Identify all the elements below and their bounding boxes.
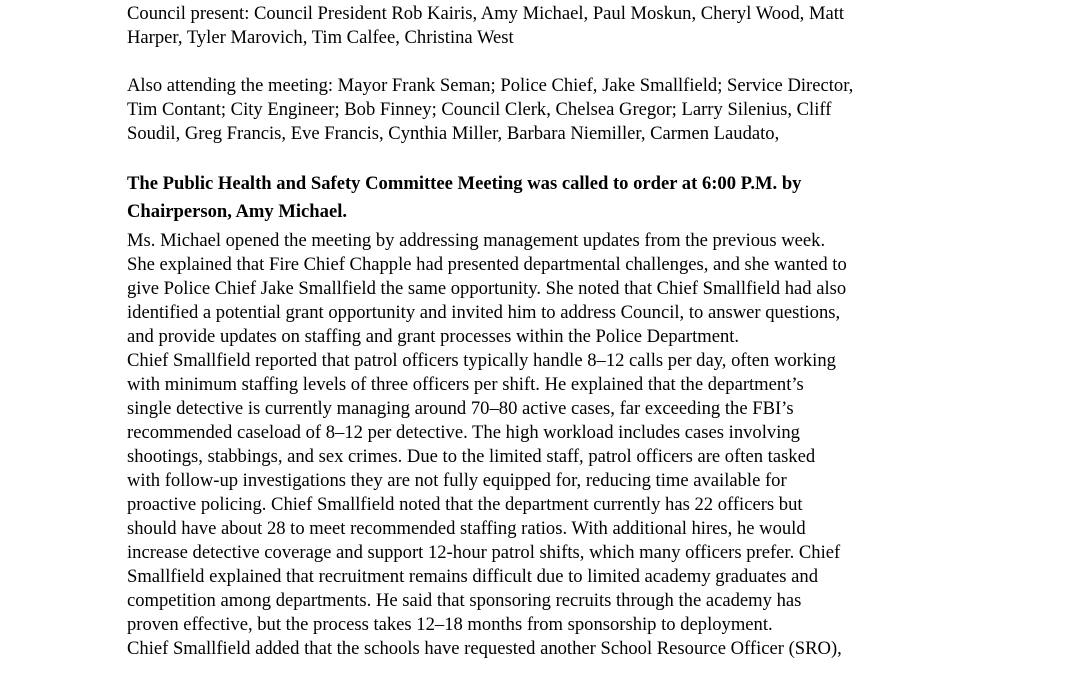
also-attending-line-3: Soudil, Greg Francis, Eve Francis, Cynthia Miller, Barbara Niemiller, Carmen Laudato, xyxy=(127,123,780,144)
body-line: shootings, stabbings, and sex crimes. Due to the limited staff, patrol officers are often tasked xyxy=(127,446,816,467)
body-line: give Police Chief Jake Smallfield the same opportunity. She noted that Chief Smallfield had also xyxy=(127,278,847,299)
body-line: She explained that Fire Chief Chapple had presented departmental challenges, and she wanted to xyxy=(127,254,847,275)
also-attending-line-2: Tim Contant; City Engineer; Bob Finney; Council Clerk, Chelsea Gregor; Larry Silenius, Cliff xyxy=(127,99,832,120)
council-present-line-1: Council present: Council President Rob Kairis, Amy Michael, Paul Moskun, Cheryl Wood, Matt xyxy=(127,3,845,24)
body-line: identified a potential grant opportunity and invited him to address Council, to answer questions, xyxy=(127,302,841,323)
body-line: Ms. Michael opened the meeting by addressing management updates from the previous week. xyxy=(127,230,826,251)
council-present-line-2: Harper, Tyler Marovich, Tim Calfee, Christina West xyxy=(127,27,514,48)
body-line: proactive policing. Chief Smallfield noted that the department currently has 22 officers but xyxy=(127,494,803,515)
body-line: with follow-up investigations they are not fully equipped for, reducing time available for xyxy=(127,470,787,491)
body-line: and provide updates on staffing and grant processes within the Police Department. xyxy=(127,326,740,347)
call-to-order-line-2: Chairperson, Amy Michael. xyxy=(127,201,348,222)
also-attending-line-1: Also attending the meeting: Mayor Frank Seman; Police Chief, Jake Smallfield; Service Director, xyxy=(127,75,854,96)
body-line: recommended caseload of 8–12 per detective. The high workload includes cases involving xyxy=(127,422,800,443)
body-line: Chief Smallfield added that the schools have requested another School Resource Officer (SRO), xyxy=(127,638,842,659)
body-line: should have about 28 to meet recommended staffing ratios. With additional hires, he would xyxy=(127,518,806,539)
body-line: Chief Smallfield reported that patrol officers typically handle 8–12 calls per day, often working xyxy=(127,350,836,371)
body-line: Smallfield explained that recruitment remains difficult due to limited academy graduates and xyxy=(127,566,819,587)
call-to-order-line-1: The Public Health and Safety Committee Meeting was called to order at 6:00 P.M. by xyxy=(127,173,802,194)
body-line: single detective is currently managing around 70–80 active cases, far exceeding the FBI’s xyxy=(127,398,794,419)
body-line: proven effective, but the process takes 12–18 months from sponsorship to deployment. xyxy=(127,614,773,635)
body-line: competition among departments. He said that sponsoring recruits through the academy has xyxy=(127,590,802,611)
body-line: increase detective coverage and support 12-hour patrol shifts, which many officers prefer. Chief xyxy=(127,542,841,563)
body-line: with minimum staffing levels of three officers per shift. He explained that the department’s xyxy=(127,374,804,395)
